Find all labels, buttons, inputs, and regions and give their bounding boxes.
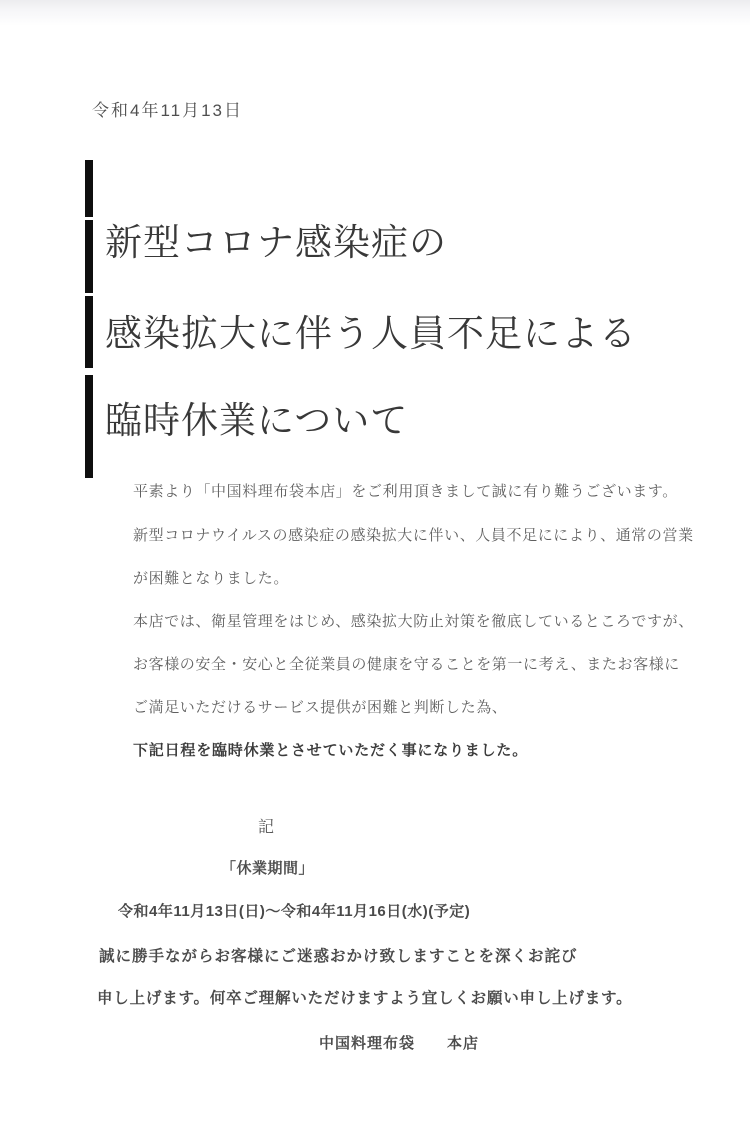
closure-period-dates: 令和4年11月13日(日)～令和4年11月16日(水)(予定): [118, 903, 471, 920]
body-measures-line: 本店では、衛星管理をはじめ、感染拡大防止対策を徹底しているところですが、: [133, 613, 694, 630]
page-title-line-3: 臨時休業について: [105, 400, 409, 441]
body-reason-line-2: が困難となりました。: [133, 570, 290, 587]
notice-date: 令和4年11月13日: [92, 101, 244, 120]
apology-line-2: 申し上げます。何卒ご理解いただけますよう宜しくお願い申し上げます。: [97, 990, 633, 1007]
title-accent-bar-segment: [85, 220, 93, 293]
page-title-line-1: 新型コロナ感染症の: [105, 222, 447, 263]
restaurant-signature: 中国料理布袋 本店: [319, 1035, 480, 1052]
page-title-line-2: 感染拡大に伴う人員不足による: [105, 313, 637, 354]
apology-line-1: 誠に勝手ながらお客様にご迷惑おかけ致しますことを深くお詫び: [99, 948, 578, 965]
body-judgement-line: ご満足いただけるサービス提供が困難と判断した為、: [133, 699, 508, 716]
title-accent-bar-segment: [85, 296, 93, 368]
body-greeting-line: 平素より「中国料理布袋本店」をご利用頂きまして誠に有り難うございます。: [133, 483, 678, 500]
record-marker: 記: [258, 819, 276, 836]
title-accent-bar-segment: [85, 375, 93, 478]
body-reason-line-1: 新型コロナウイルスの感染症の感染拡大に伴い、人員不足ににより、通常の営業: [133, 527, 694, 544]
body-safety-line: お客様の安全・安心と全従業員の健康を守ることを第一に考え、またお客様に: [133, 656, 680, 673]
top-gradient-band: [0, 0, 750, 28]
closure-period-label: 「休業期間」: [221, 860, 315, 877]
body-closure-announcement-line: 下記日程を臨時休業とさせていただく事になりました。: [133, 742, 529, 759]
title-accent-bar-segment: [85, 160, 93, 217]
